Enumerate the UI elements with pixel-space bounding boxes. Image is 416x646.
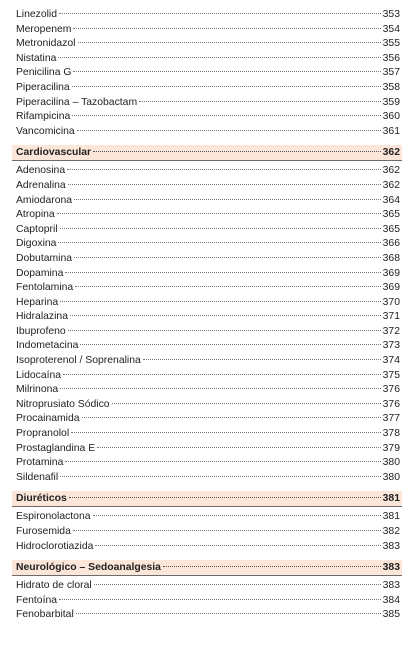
toc-entry-page-number: 362 xyxy=(382,165,400,177)
toc-entry-label: Cardiovascular xyxy=(16,147,92,159)
dot-leader xyxy=(163,566,381,567)
toc-entry-page-number: 353 xyxy=(382,9,400,20)
toc-entry-label: Propranolol xyxy=(16,428,70,440)
toc-entry-page-number: 371 xyxy=(382,311,400,323)
dot-leader xyxy=(59,13,381,14)
dot-leader xyxy=(72,86,381,87)
dot-leader xyxy=(93,151,381,152)
toc-entry[interactable] xyxy=(12,237,402,252)
toc-entry-label: Fentolamina xyxy=(16,282,74,294)
toc-entry[interactable] xyxy=(12,510,402,525)
toc-entry-page-number: 366 xyxy=(382,238,400,250)
toc-entry[interactable] xyxy=(12,252,402,267)
dot-leader xyxy=(60,476,380,477)
toc-entry[interactable] xyxy=(12,383,402,398)
dot-leader xyxy=(58,242,380,243)
dot-leader xyxy=(69,497,381,498)
toc-entry[interactable] xyxy=(12,310,402,325)
table-of-contents xyxy=(12,8,402,623)
toc-entry-label: Atropina xyxy=(16,209,55,221)
toc-entry[interactable] xyxy=(12,66,402,81)
toc-entry-label: Diuréticos xyxy=(16,493,67,505)
toc-entry-page-number: 381 xyxy=(382,511,400,523)
toc-entry[interactable] xyxy=(12,281,402,296)
dot-leader xyxy=(57,213,381,214)
toc-entry[interactable] xyxy=(12,37,402,52)
dot-leader xyxy=(60,228,381,229)
toc-entry-label: Furosemida xyxy=(16,526,71,537)
toc-entry[interactable] xyxy=(12,456,402,471)
dot-leader xyxy=(72,115,380,116)
toc-entry[interactable] xyxy=(12,608,402,623)
toc-entry-page-number: 383 xyxy=(382,540,400,552)
toc-entry[interactable] xyxy=(12,412,402,427)
toc-entry[interactable] xyxy=(12,23,402,38)
dot-leader xyxy=(82,417,381,418)
toc-entry-page-number: 370 xyxy=(382,296,400,308)
toc-entry-page-number: 369 xyxy=(382,267,400,279)
toc-entry-label: Lidocaína xyxy=(16,369,62,381)
toc-entry-page-number: 372 xyxy=(382,325,400,337)
dot-leader xyxy=(60,388,381,389)
toc-entry-label: Protamina xyxy=(16,457,64,469)
toc-entry-page-number: 362 xyxy=(382,147,400,159)
dot-leader xyxy=(60,301,380,302)
toc-entry-label: Indometacina xyxy=(16,340,79,352)
toc-entry-label: Procainamida xyxy=(16,413,80,425)
dot-leader xyxy=(77,130,381,131)
toc-entry-page-number: 385 xyxy=(382,609,400,621)
dot-leader xyxy=(112,403,381,404)
toc-entry-label: Digoxina xyxy=(16,238,57,250)
toc-entry[interactable] xyxy=(12,594,402,609)
toc-entry-label: Sildenafil xyxy=(16,471,59,483)
toc-entry-page-number: 358 xyxy=(382,81,400,93)
toc-entry-page-number: 365 xyxy=(382,209,400,221)
toc-entry-label: Dopamina xyxy=(16,267,64,279)
toc-entry-page-number: 383 xyxy=(382,562,400,574)
toc-entry[interactable] xyxy=(12,164,402,179)
toc-entry[interactable] xyxy=(12,208,402,223)
dot-leader xyxy=(73,530,381,531)
toc-entry-page-number: 368 xyxy=(382,252,400,264)
toc-entry-page-number: 364 xyxy=(382,194,400,206)
toc-entry[interactable] xyxy=(12,427,402,442)
dot-leader xyxy=(76,613,381,614)
toc-entry-page-number: 380 xyxy=(382,457,400,469)
dot-leader xyxy=(75,286,380,287)
toc-entry[interactable] xyxy=(12,125,402,140)
toc-entry-page-number: 377 xyxy=(382,413,400,425)
toc-entry-label: Dobutamina xyxy=(16,252,73,264)
toc-entry-page-number: 362 xyxy=(382,179,400,191)
toc-entry-label: Captopril xyxy=(16,223,58,235)
toc-entry[interactable] xyxy=(12,194,402,209)
toc-entry-label: Adenosina xyxy=(16,165,66,177)
toc-entry[interactable] xyxy=(12,296,402,311)
dot-leader xyxy=(94,584,381,585)
toc-entry[interactable] xyxy=(12,540,402,555)
toc-entry-label: Piperacilina – Tazobactam xyxy=(16,96,138,108)
toc-entry[interactable] xyxy=(12,354,402,369)
dot-leader xyxy=(68,184,381,185)
toc-entry-label: Isoproterenol / Soprenalina xyxy=(16,355,141,367)
toc-entry[interactable] xyxy=(12,110,402,125)
dot-leader xyxy=(97,447,381,448)
toc-entry[interactable] xyxy=(12,179,402,194)
toc-entry[interactable] xyxy=(12,267,402,282)
toc-entry[interactable] xyxy=(12,8,402,23)
toc-entry[interactable] xyxy=(12,369,402,384)
toc-section-heading[interactable] xyxy=(12,145,402,161)
dot-leader xyxy=(74,199,381,200)
toc-entry-page-number: 357 xyxy=(382,67,400,79)
toc-entry-page-number: 373 xyxy=(382,340,400,352)
toc-entry-page-number: 374 xyxy=(382,355,400,367)
toc-entry-page-number: 356 xyxy=(382,52,400,64)
dot-leader xyxy=(74,257,381,258)
dot-leader xyxy=(65,272,380,273)
toc-entry-label: Adrenalina xyxy=(16,179,66,191)
toc-entry-page-number: 376 xyxy=(382,384,400,396)
dot-leader xyxy=(65,461,380,462)
dot-leader xyxy=(143,359,381,360)
toc-entry[interactable] xyxy=(12,398,402,413)
toc-entry-label: Milrinona xyxy=(16,384,59,396)
toc-entry-page-number: 376 xyxy=(382,398,400,410)
toc-entry-label: Fentoína xyxy=(16,594,58,606)
dot-leader xyxy=(58,57,380,58)
dot-leader xyxy=(73,71,380,72)
toc-entry-page-number: 375 xyxy=(382,369,400,381)
toc-entry-label: Metronidazol xyxy=(16,38,76,50)
toc-entry[interactable] xyxy=(12,471,402,486)
toc-entry-label: Amiodarona xyxy=(16,194,73,206)
toc-entry-label: Hidrato de cloral xyxy=(16,580,92,592)
dot-leader xyxy=(95,545,380,546)
dot-leader xyxy=(78,42,381,43)
toc-entry[interactable] xyxy=(12,525,402,540)
toc-entry-page-number: 379 xyxy=(382,442,400,454)
toc-entry-label: Neurológico – Sedoanalgesia xyxy=(16,562,161,574)
toc-entry-label: Nistatina xyxy=(16,52,57,64)
toc-entry-label: Rifampicina xyxy=(16,111,71,123)
toc-entry-page-number: 365 xyxy=(382,223,400,235)
toc-entry[interactable] xyxy=(12,81,402,96)
toc-entry-page-number: 354 xyxy=(382,23,400,35)
dot-leader xyxy=(67,169,381,170)
toc-entry-label: Fenobarbital xyxy=(16,609,74,621)
toc-entry-label: Hidroclorotiazida xyxy=(16,540,94,552)
dot-leader xyxy=(68,330,381,331)
dot-leader xyxy=(71,432,381,433)
dot-leader xyxy=(59,599,381,600)
toc-entry-page-number: 360 xyxy=(382,111,400,123)
dot-leader xyxy=(139,101,381,102)
toc-entry-page-number: 383 xyxy=(382,580,400,592)
dot-leader xyxy=(70,315,381,316)
toc-entry[interactable] xyxy=(12,339,402,354)
toc-entry-label: Ibuprofeno xyxy=(16,325,66,337)
toc-entry-label: Heparina xyxy=(16,296,59,308)
dot-leader xyxy=(73,28,380,29)
toc-entry-label: Linezolid xyxy=(16,9,58,20)
toc-entry-page-number: 382 xyxy=(382,526,400,537)
toc-entry[interactable] xyxy=(12,325,402,340)
toc-entry-label: Piperacilina xyxy=(16,81,70,93)
toc-entry-label: Espironolactona xyxy=(16,511,91,523)
dot-leader xyxy=(93,515,381,516)
toc-entry-page-number: 355 xyxy=(382,38,400,50)
toc-entry-label: Meropenem xyxy=(16,23,72,35)
toc-entry-page-number: 359 xyxy=(382,96,400,108)
toc-entry-page-number: 361 xyxy=(382,125,400,137)
toc-section-heading[interactable] xyxy=(12,560,402,576)
toc-entry[interactable] xyxy=(12,96,402,111)
toc-entry-label: Prostaglandina E xyxy=(16,442,96,454)
toc-entry-page-number: 378 xyxy=(382,428,400,440)
toc-section-heading[interactable] xyxy=(12,491,402,507)
toc-entry-label: Vancomicina xyxy=(16,125,75,137)
toc-entry-label: Nitroprusiato Sódico xyxy=(16,398,110,410)
dot-leader xyxy=(80,344,380,345)
dot-leader xyxy=(63,374,381,375)
toc-entry-label: Penicilina G xyxy=(16,67,72,79)
toc-entry[interactable] xyxy=(12,579,402,594)
toc-entry[interactable] xyxy=(12,442,402,457)
toc-entry-page-number: 380 xyxy=(382,471,400,483)
toc-entry-page-number: 384 xyxy=(382,594,400,606)
toc-entry-page-number: 381 xyxy=(382,493,400,505)
toc-entry-label: Hidralazina xyxy=(16,311,68,323)
toc-entry-page-number: 369 xyxy=(382,282,400,294)
toc-entry[interactable] xyxy=(12,223,402,238)
toc-entry[interactable] xyxy=(12,52,402,67)
